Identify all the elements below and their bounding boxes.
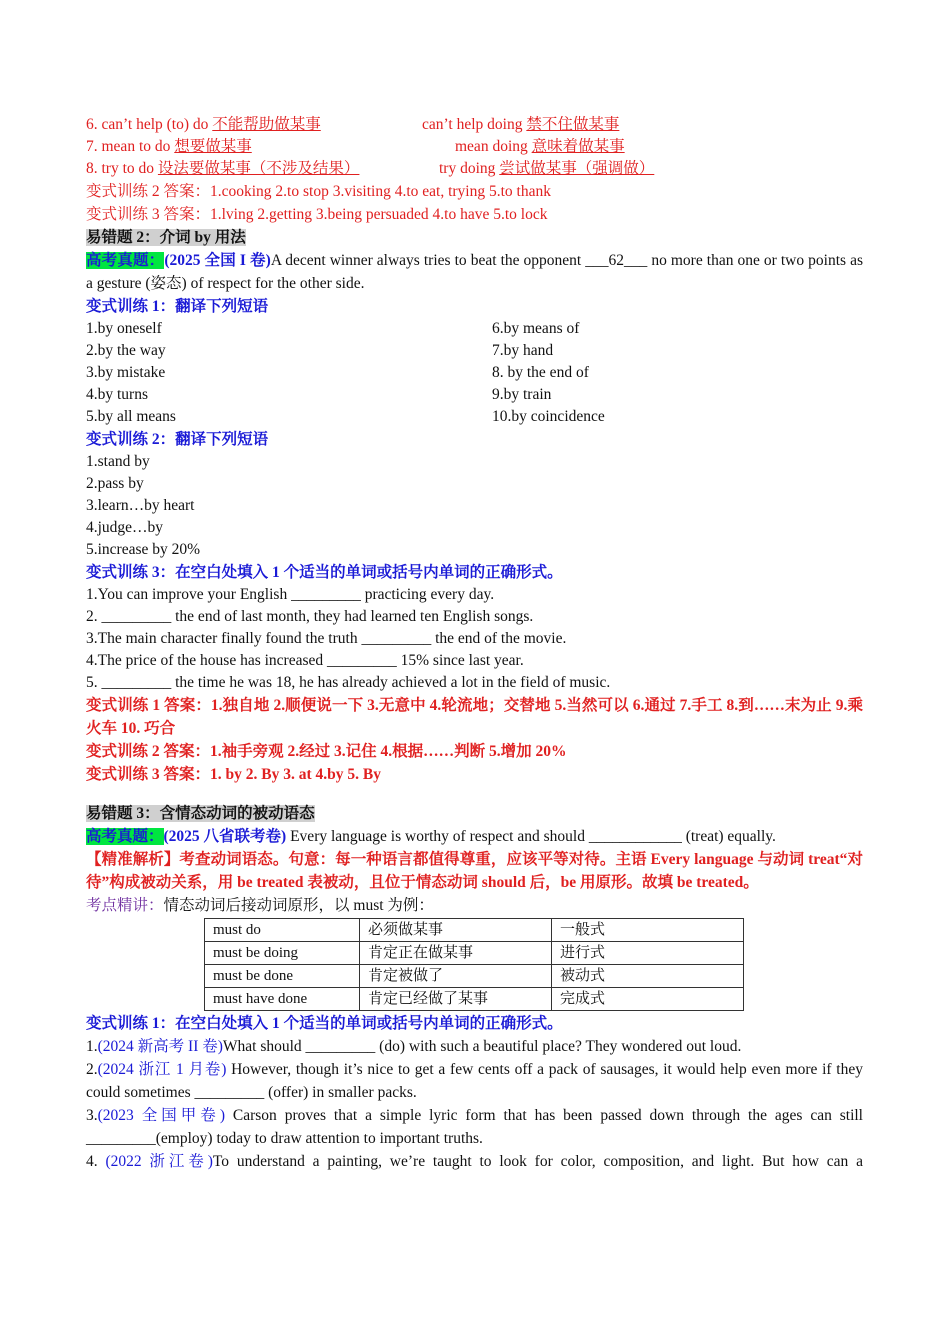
exercise-item: 4.The price of the house has increased _________ 15% since last year. <box>86 652 524 669</box>
exercise-item <box>86 1104 863 1150</box>
table-cell: 肯定已经做了某事 <box>360 988 552 1011</box>
phrase-item: 5.by all means <box>86 408 176 425</box>
table-row <box>205 988 744 1011</box>
answer-line-6 <box>86 114 863 136</box>
section-title <box>86 802 863 825</box>
table-row <box>205 919 744 942</box>
phrase-item: 6.by means of <box>492 320 580 337</box>
question-source: (2024 新高考 II 卷) <box>97 1038 223 1055</box>
question-text: no more than one or two points as a gesture (姿态) of respect for the other side. <box>86 252 864 292</box>
phrase-item: 8. by the end of <box>492 364 589 381</box>
question-text: A decent winner always tries to beat the opponent <box>270 252 586 269</box>
answer-line-8 <box>86 158 863 180</box>
exercise-item: 3.The main character finally found the truth _________ the end of the movie. <box>86 630 567 647</box>
phrase-item: 3.learn…by heart <box>86 497 195 514</box>
table-cell: 必须做某事 <box>360 919 552 942</box>
answer-ex2: 变式训练 2 答案：1.cooking 2.to stop 3.visiting 4.to eat, trying 5.to thank <box>86 183 551 200</box>
phrase-text: 7. mean to do <box>86 138 175 155</box>
phrase-item: 1.by oneself <box>86 320 162 337</box>
phrase-item: 5.increase by 20% <box>86 541 201 558</box>
question-source: (2024 浙江 1 月卷) <box>97 1061 227 1078</box>
table-cell: must be doing <box>205 942 360 965</box>
phrase-text: 8. try to do <box>86 160 158 177</box>
key-point-label: 考点精讲： <box>86 897 164 914</box>
phrase-item: 2.pass by <box>86 475 144 492</box>
exercise-title: 变式训练 2：翻译下列短语 <box>86 431 269 448</box>
phrase-meaning: 尝试做某事（强调做） <box>499 160 655 177</box>
phrase-text: can’t help doing <box>422 116 527 133</box>
phrase-item: 7.by hand <box>492 342 554 359</box>
exercise-item <box>86 1150 863 1173</box>
phrase-text: mean doing <box>455 138 532 155</box>
answer-ex2: 变式训练 2 答案：1.袖手旁观 2.经过 3.记住 4.根据……判断 5.增加 20% <box>86 743 567 760</box>
gaokao-tag: 高考真题： <box>86 252 165 269</box>
table-cell: must be done <box>205 965 360 988</box>
table-cell: 肯定被做了 <box>360 965 552 988</box>
phrase-item: 1.stand by <box>86 453 150 470</box>
table-row <box>205 965 744 988</box>
phrase-item: 4.judge…by <box>86 519 164 536</box>
answer-ex1: 变式训练 1 答案：1.独自地 2.顺便说一下 3.无意中 4.轮流地；交替地 5.当然可以 6.通过 7.手工 8.到……末为止 9.乘火车 10. 巧合 <box>86 697 863 737</box>
table-cell: must have done <box>205 988 360 1011</box>
phrase-meaning: 不能帮助做某事 <box>212 116 321 133</box>
answer-line-7 <box>86 136 863 158</box>
phrase-item: 9.by train <box>492 386 552 403</box>
item-number: 1. <box>86 1038 98 1055</box>
question-source: (2023 全国甲卷) <box>97 1107 225 1124</box>
phrase-text: 6. can’t help (to) do <box>86 116 213 133</box>
table-cell: 一般式 <box>552 919 744 942</box>
exercise-item: 5. _________ the time he was 18, he has already achieved a lot in the field of music. <box>86 674 611 691</box>
phrase-item: 4.by turns <box>86 386 148 403</box>
section-heading: 易错题 2：介词 by 用法 <box>86 229 246 246</box>
question-text: Every language is worthy of respect and should ____________ (treat) equally. <box>286 828 776 845</box>
question-source: (2025 全国 I 卷) <box>164 252 271 269</box>
phrase-row <box>86 384 863 406</box>
item-number: 3. <box>86 1107 98 1124</box>
question-text: However, though it’s nice to get a few cents off a pack of sausages, it would help even more if they could sometimes _________ (offer) in smaller packs. <box>86 1061 863 1101</box>
document-page <box>86 114 863 1173</box>
question-text: To understand a painting, we’re taught to look for color, composition, and light. But how can a <box>212 1153 863 1170</box>
phrase-text: try doing <box>439 160 500 177</box>
phrase-meaning: 意味着做某事 <box>531 138 625 155</box>
table-row <box>205 942 744 965</box>
exercise-item <box>86 1058 863 1104</box>
phrase-meaning: 想要做某事 <box>174 138 252 155</box>
phrase-item: 10.by coincidence <box>492 408 605 425</box>
grammar-table <box>204 918 744 1011</box>
phrase-row <box>86 318 863 340</box>
analysis-text: 【精准解析】考查动词语态。句意：每一种语言都值得尊重，应该平等对待。主语 Every language 与动词 treat“对待”构成被动关系，用 be treated 表被动，且位于情态动词 should 后，be 用原形。故填 be treated。 <box>86 851 863 891</box>
table-cell: 进行式 <box>552 942 744 965</box>
phrase-row <box>86 340 863 362</box>
item-number: 4. <box>86 1153 106 1170</box>
table-cell: 肯定正在做某事 <box>360 942 552 965</box>
key-point-text: 情态动词后接动词原形，以 must 为例： <box>163 897 434 914</box>
table-cell: 完成式 <box>552 988 744 1011</box>
section-heading: 易错题 3：含情态动词的被动语态 <box>86 805 315 822</box>
table-cell: 被动式 <box>552 965 744 988</box>
exercise-item: 2. _________ the end of last month, they had learned ten English songs. <box>86 608 534 625</box>
question-text: What should _________ (do) with such a beautiful place? They wondered out loud. <box>222 1038 742 1055</box>
phrase-item: 2.by the way <box>86 342 166 359</box>
answer-ex3: 变式训练 3 答案：1. by 2. By 3. at 4.by 5. By <box>86 766 381 783</box>
exercise-title: 变式训练 1：在空白处填入 1 个适当的单词或括号内单词的正确形式。 <box>86 1015 563 1032</box>
exercise-item: 1.You can improve your English _________ practicing every day. <box>86 586 495 603</box>
section-title <box>86 226 863 249</box>
question-source: (2025 八省联考卷) <box>163 828 287 845</box>
phrase-meaning: 设法要做某事（不涉及结果） <box>157 160 360 177</box>
phrase-meaning: 禁不住做某事 <box>526 116 620 133</box>
exercise-item <box>86 1035 863 1058</box>
key-point <box>86 894 863 917</box>
answer-ex3: 变式训练 3 答案：1.lving 2.getting 3.being persuaded 4.to have 5.to lock <box>86 206 548 223</box>
exercise-title: 变式训练 1：翻译下列短语 <box>86 298 269 315</box>
gaokao-question <box>86 825 863 848</box>
phrase-row <box>86 406 863 428</box>
question-blank: ___62___ <box>585 252 648 269</box>
item-number: 2. <box>86 1061 98 1078</box>
phrase-item: 3.by mistake <box>86 364 166 381</box>
exercise-title: 变式训练 3：在空白处填入 1 个适当的单词或括号内单词的正确形式。 <box>86 564 563 581</box>
gaokao-question <box>86 249 863 295</box>
question-text: Carson proves that a simple lyric form that has been passed down through the ages can still _________(employ) today to draw attention to important truths. <box>86 1107 863 1147</box>
question-source: (2022 浙江卷) <box>105 1153 213 1170</box>
table-cell: must do <box>205 919 360 942</box>
phrase-row <box>86 362 863 384</box>
gaokao-tag: 高考真题： <box>86 828 164 845</box>
